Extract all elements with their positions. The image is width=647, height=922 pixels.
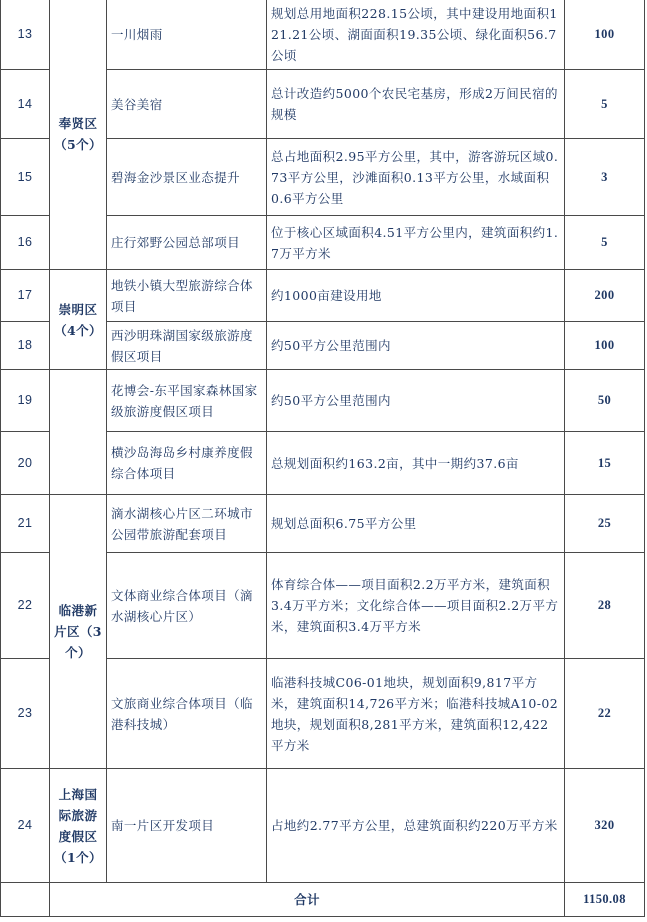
- total-label: 合计: [50, 883, 565, 917]
- row-number: 15: [1, 139, 50, 216]
- district-cell-lingang: 临港新片区（3个）: [50, 495, 107, 769]
- investment-value: 200: [565, 270, 645, 322]
- row-number: 24: [1, 769, 50, 883]
- district-cell-resort: 上海国际旅游度假区（1个）: [50, 769, 107, 883]
- investment-value: 100: [565, 322, 645, 370]
- project-description: 约1000亩建设用地: [267, 270, 565, 322]
- project-description: 约50平方公里范围内: [267, 370, 565, 432]
- row-number: 22: [1, 553, 50, 659]
- row-number: 20: [1, 432, 50, 495]
- project-name: 滴水湖核心片区二环城市公园带旅游配套项目: [107, 495, 267, 553]
- project-description: 体育综合体——项目面积2.2万平方米，建筑面积3.4万平方米；文化综合体——项目面积2.2万平方米，建筑面积3.4万平方米: [267, 553, 565, 659]
- project-description: 占地约2.77平方公里，总建筑面积约220万平方米: [267, 769, 565, 883]
- investment-value: 25: [565, 495, 645, 553]
- district-cell-chongming: 崇明区（4个）: [50, 270, 107, 370]
- total-row: [1, 883, 645, 917]
- project-name: 南一片区开发项目: [107, 769, 267, 883]
- project-name: 文体商业综合体项目（滴水湖核心片区）: [107, 553, 267, 659]
- project-name: 庄行郊野公园总部项目: [107, 216, 267, 270]
- project-description: 总计改造约5000个农民宅基房，形成2万间民宿的规模: [267, 70, 565, 139]
- project-name: 碧海金沙景区业态提升: [107, 139, 267, 216]
- row-number: 14: [1, 70, 50, 139]
- total-empty-cell: [1, 883, 50, 917]
- project-name: 一川烟雨: [107, 0, 267, 70]
- project-description: 约50平方公里范围内: [267, 322, 565, 370]
- table-row: [1, 270, 645, 322]
- investment-value: 50: [565, 370, 645, 432]
- project-name: 花博会-东平国家森林国家级旅游度假区项目: [107, 370, 267, 432]
- row-number: 16: [1, 216, 50, 270]
- investment-value: 3: [565, 139, 645, 216]
- project-description: 位于核心区域面积4.51平方公里内，建筑面积约1.7万平方米: [267, 216, 565, 270]
- row-number: 18: [1, 322, 50, 370]
- total-value: 1150.08: [565, 883, 645, 917]
- table-row: [1, 495, 645, 553]
- row-number: 13: [1, 0, 50, 70]
- project-description: 临港科技城C06-01地块，规划面积9,817平方米，建筑面积14,726平方米；临港科技城A10-02地块，规划面积8,281平方米，建筑面积12,422平方米: [267, 659, 565, 769]
- project-description: 总占地面积2.95平方公里，其中，游客游玩区域0.73平方公里，沙滩面积0.13平方公里，水域面积0.6平方公里: [267, 139, 565, 216]
- table-row: [1, 370, 645, 432]
- project-description: 总规划面积约163.2亩，其中一期约37.6亩: [267, 432, 565, 495]
- project-name: 横沙岛海岛乡村康养度假综合体项目: [107, 432, 267, 495]
- row-number: 23: [1, 659, 50, 769]
- investment-value: 28: [565, 553, 645, 659]
- table-row: [1, 0, 645, 70]
- project-name: 美谷美宿: [107, 70, 267, 139]
- row-number: 17: [1, 270, 50, 322]
- investment-value: 22: [565, 659, 645, 769]
- district-cell-fengxian: 奉贤区（5个）: [50, 0, 107, 270]
- investment-value: 5: [565, 216, 645, 270]
- row-number: 19: [1, 370, 50, 432]
- district-cell-empty: [50, 370, 107, 495]
- project-name: 西沙明珠湖国家级旅游度假区项目: [107, 322, 267, 370]
- project-description: 规划总用地面积228.15公顷，其中建设用地面积121.21公顷、湖面面积19.35公顷、绿化面积56.7公顷: [267, 0, 565, 70]
- row-number: 21: [1, 495, 50, 553]
- project-name: 地铁小镇大型旅游综合体项目: [107, 270, 267, 322]
- project-description: 规划总面积6.75平方公里: [267, 495, 565, 553]
- investment-value: 100: [565, 0, 645, 70]
- project-name: 文旅商业综合体项目（临港科技城）: [107, 659, 267, 769]
- investment-value: 5: [565, 70, 645, 139]
- investment-value: 15: [565, 432, 645, 495]
- table-row: [1, 769, 645, 883]
- investment-value: 320: [565, 769, 645, 883]
